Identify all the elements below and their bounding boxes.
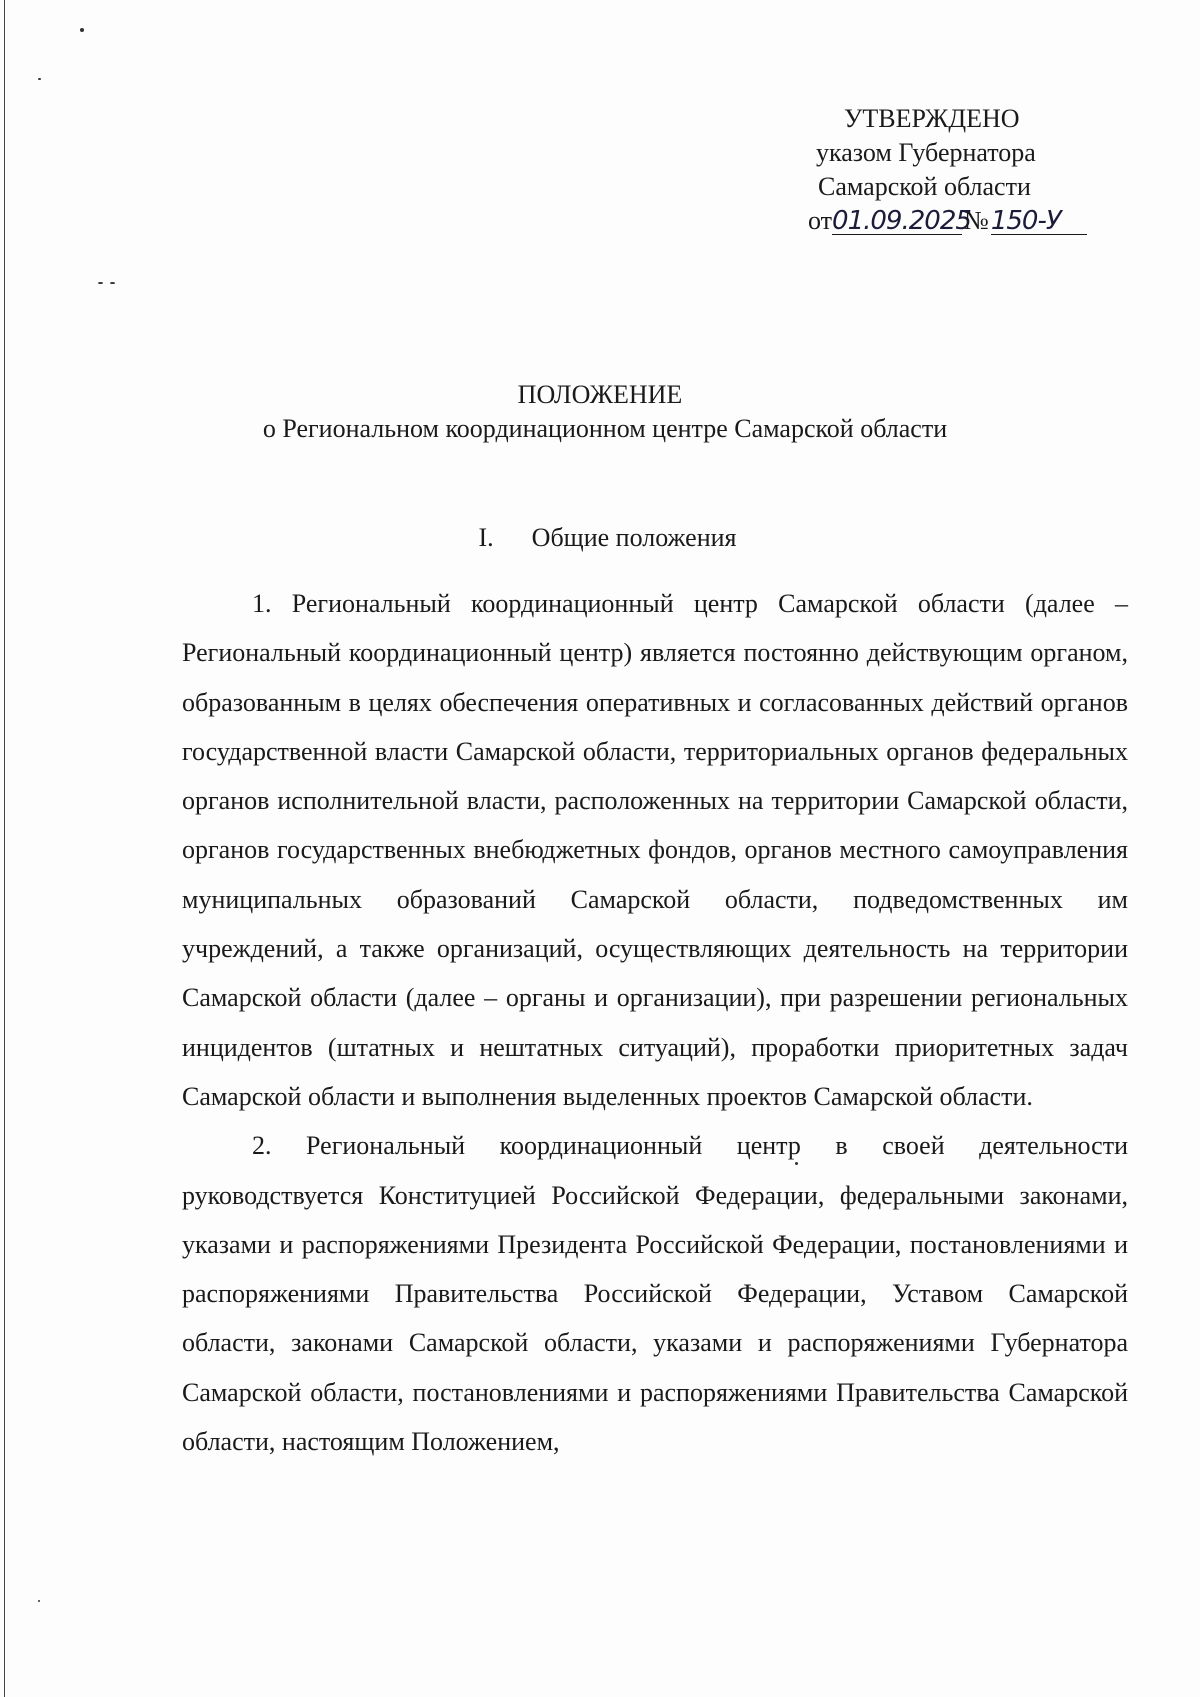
- scan-speck: [38, 1600, 40, 1602]
- scan-edge-line: [4, 0, 5, 1697]
- scan-speck: [110, 282, 115, 284]
- section-heading: [0, 522, 1200, 554]
- approval-issuer-line: указом Губернатора: [816, 138, 1036, 167]
- document-title: ПОЛОЖЕНИЕ: [517, 380, 683, 409]
- number-sign: №: [964, 206, 989, 235]
- scan-speck: [38, 78, 41, 80]
- section-title: Общие положения: [531, 523, 737, 552]
- section-number: I.: [478, 523, 494, 552]
- approval-date-number-line: [808, 205, 1087, 237]
- date-prefix: от: [808, 206, 833, 235]
- handwritten-number: 150-У: [991, 208, 1087, 235]
- scan-speck: [80, 28, 84, 32]
- approval-title: УТВЕРЖДЕНО: [844, 104, 1020, 133]
- approval-region-line: Самарской области: [818, 172, 1031, 201]
- handwritten-date: 01.09.2025: [832, 206, 971, 236]
- paragraph-2: 2. Региональный координационный центр в своей деятельности руководствуется Конституцией Российской Федерации, федеральными законами, указами и распоряжениями Президента Российской Федерации, постановлениями и распоряжениями Правительства Российской Федерации, Уставом Самарской области, законами Самарской области, указами и распоряжениями Губернатора Самарской области, постановлениями и распоряжениями Правительства Самарской области, настоящим Положением,: [182, 1131, 1128, 1457]
- document-subtitle: о Региональном координационном центре Самарской области: [262, 414, 948, 443]
- paragraph-1: 1. Региональный координационный центр Самарской области (далее – Региональный координационный центр) является постоянно действующим органом, образованным в целях обеспечения оперативных и согласованных действий органов государственной власти Самарской области, территориальных органов федеральных органов исполнительной власти, расположенных на территории Самарской области, органов государственных внебюджетных фондов, органов местного самоуправления муниципальных образований Самарской области, подведомственных им учреждений, а также организаций, осуществляющих деятельность на территории Самарской области (далее – органы и организации), при разрешении региональных инцидентов (штатных и нештатных ситуаций), проработки приоритетных задач Самарской области и выполнения выделенных проектов Самарской области.: [182, 589, 1128, 1111]
- scan-speck: [98, 282, 103, 284]
- document-body: [182, 579, 1128, 1466]
